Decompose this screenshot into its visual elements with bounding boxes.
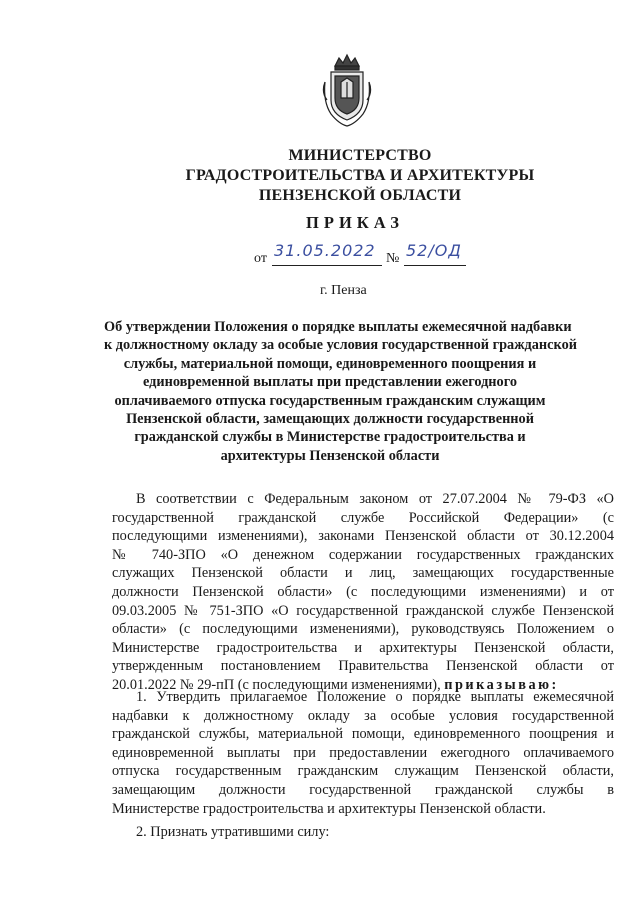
ministry-line: ГРАДОСТРОИТЕЛЬСТВА И АРХИТЕКТУРЫ	[185, 167, 535, 184]
subject-line: службы, материальной помощи, единовременного поощрения и	[123, 355, 537, 372]
paragraph-line: В соответствии с Федеральным законом от 27.07.2004 № 79-ФЗ «О	[136, 491, 614, 507]
ministry-name	[120, 146, 600, 206]
paragraph-line: служащих Пензенской области и лиц, замещающих государственные	[112, 565, 614, 582]
subject-line: оплачиваемого отпуска государственным гражданским служащим	[114, 392, 546, 409]
date-prefix: от	[254, 251, 267, 266]
paragraph-line: отпуска государственным гражданским служащим Пензенской области,	[112, 763, 614, 780]
subject-line: Об утверждении Положения о порядке выплаты ежемесячной надбавки	[104, 319, 572, 335]
ministry-line: ПЕНЗЕНСКОЙ ОБЛАСТИ	[258, 187, 462, 204]
item-2-paragraph	[112, 823, 614, 842]
number-underline	[404, 265, 466, 266]
paragraph-line: утвержденным постановлением Правительства Пензенской области от	[112, 658, 614, 675]
paragraph-line: 1. Утвердить прилагаемое Положение о порядке выплаты ежемесячной	[136, 689, 614, 705]
paragraph-line: государственной гражданской службе Российской Федерации» (с	[112, 509, 614, 526]
handwritten-date: 31.05.2022	[274, 241, 376, 260]
subject-line: архитектуры Пензенской области	[220, 447, 440, 464]
paragraph-line: Министерстве градостроительства и архитектуры Пензенской области.	[112, 800, 546, 817]
coat-of-arms-icon	[321, 52, 373, 128]
handwritten-number: 52/ОД	[406, 241, 462, 260]
item-1-paragraph	[112, 688, 614, 818]
paragraph-line: № 740-ЗПО «О денежном содержании государственных гражданских	[112, 546, 614, 563]
subject-line: Пензенской области, замещающих должности государственной	[126, 411, 534, 428]
paragraph-line: 2. Признать утратившими силу:	[136, 824, 330, 840]
subject-line: к должностному окладу за особые условия государственной гражданской	[104, 337, 577, 354]
ministry-line: МИНИСТЕРСТВО	[288, 147, 432, 164]
number-prefix: №	[386, 251, 400, 266]
subject-line: гражданской службы в Министерстве градостроительства и	[134, 429, 526, 446]
paragraph-line: замещающим должности государственной гражданской службы в	[112, 781, 614, 798]
date-underline	[272, 265, 382, 266]
document-type-title: ПРИКАЗ	[306, 213, 404, 232]
paragraph-line: гражданской службы, материальной помощи, единовременного поощрения и	[112, 726, 614, 743]
date-number-row	[254, 238, 514, 268]
paragraph-line: Министерстве градостроительства и архитектуры Пензенской области,	[112, 639, 614, 656]
order-word: приказываю:	[444, 676, 559, 693]
paragraph-line: должности Пензенской области» (с последующими изменениями) и от	[112, 583, 614, 600]
order-subject	[104, 318, 577, 465]
paragraph-line: области» (с последующими изменениями), руководствуясь Положением о	[112, 621, 614, 638]
paragraph-line: 09.03.2005 № 751-ЗПО «О государственной гражданской службе Пензенской	[112, 602, 614, 619]
paragraph-line-text: 20.01.2022 № 29-пП (с последующими изменениями),	[112, 676, 441, 693]
preamble-paragraph	[112, 490, 614, 695]
paragraph-line: последующими изменениями), законами Пензенской области от 30.12.2004	[112, 528, 614, 545]
city-name: г. Пенза	[320, 283, 367, 298]
paragraph-line: единовременной выплаты при предоставлении ежегодного оплачиваемого	[112, 744, 614, 761]
subject-line: единовременной выплаты при представлении ежегодного	[143, 374, 517, 391]
paragraph-line: надбавки к должностному окладу за особые условия государственной	[112, 707, 614, 724]
